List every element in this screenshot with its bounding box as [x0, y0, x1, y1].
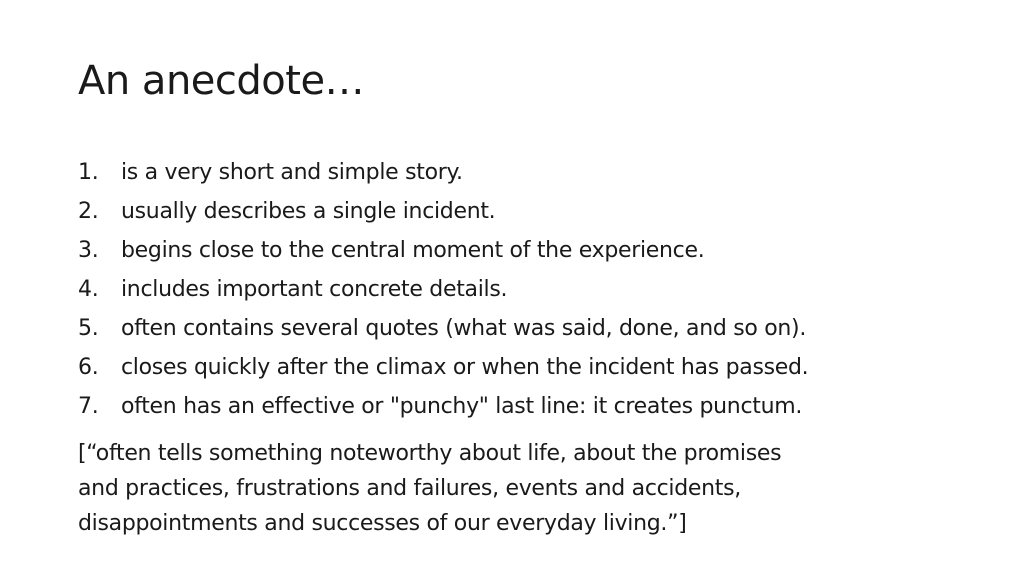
list-item-number: 5.: [78, 316, 99, 341]
list-item-number: 4.: [78, 277, 99, 302]
list-item: [78, 231, 808, 270]
list-item-text: usually describes a single incident.: [121, 199, 496, 224]
list-item-text: begins close to the central moment of the experience.: [121, 238, 705, 263]
quote-line: [“often tells something noteworthy about life, about the promises: [78, 441, 782, 466]
list-item-text: includes important concrete details.: [121, 277, 508, 302]
list-item-text: often contains several quotes (what was said, done, and so on).: [121, 316, 807, 341]
quote-line: disappointments and successes of our everyday living.”]: [78, 511, 687, 536]
list-item-text: is a very short and simple story.: [121, 160, 463, 185]
list-item-number: 6.: [78, 355, 99, 380]
quote-line: and practices, frustrations and failures, events and accidents,: [78, 476, 741, 501]
list-item-text: often has an effective or "punchy" last line: it creates punctum.: [121, 394, 803, 419]
list-item: [78, 348, 808, 387]
list-item: [78, 309, 808, 348]
quote-paragraph: [78, 436, 958, 541]
numbered-list: [78, 153, 808, 426]
list-item: [78, 192, 808, 231]
list-item-number: 1.: [78, 160, 99, 185]
list-item: [78, 387, 808, 426]
list-item: [78, 153, 808, 192]
list-item-number: 3.: [78, 238, 99, 263]
slide-title: An anecdote…: [78, 58, 365, 104]
list-item-number: 7.: [78, 394, 99, 419]
list-item: [78, 270, 808, 309]
list-item-text: closes quickly after the climax or when the incident has passed.: [121, 355, 809, 380]
slide: [78, 0, 978, 575]
list-item-number: 2.: [78, 199, 99, 224]
